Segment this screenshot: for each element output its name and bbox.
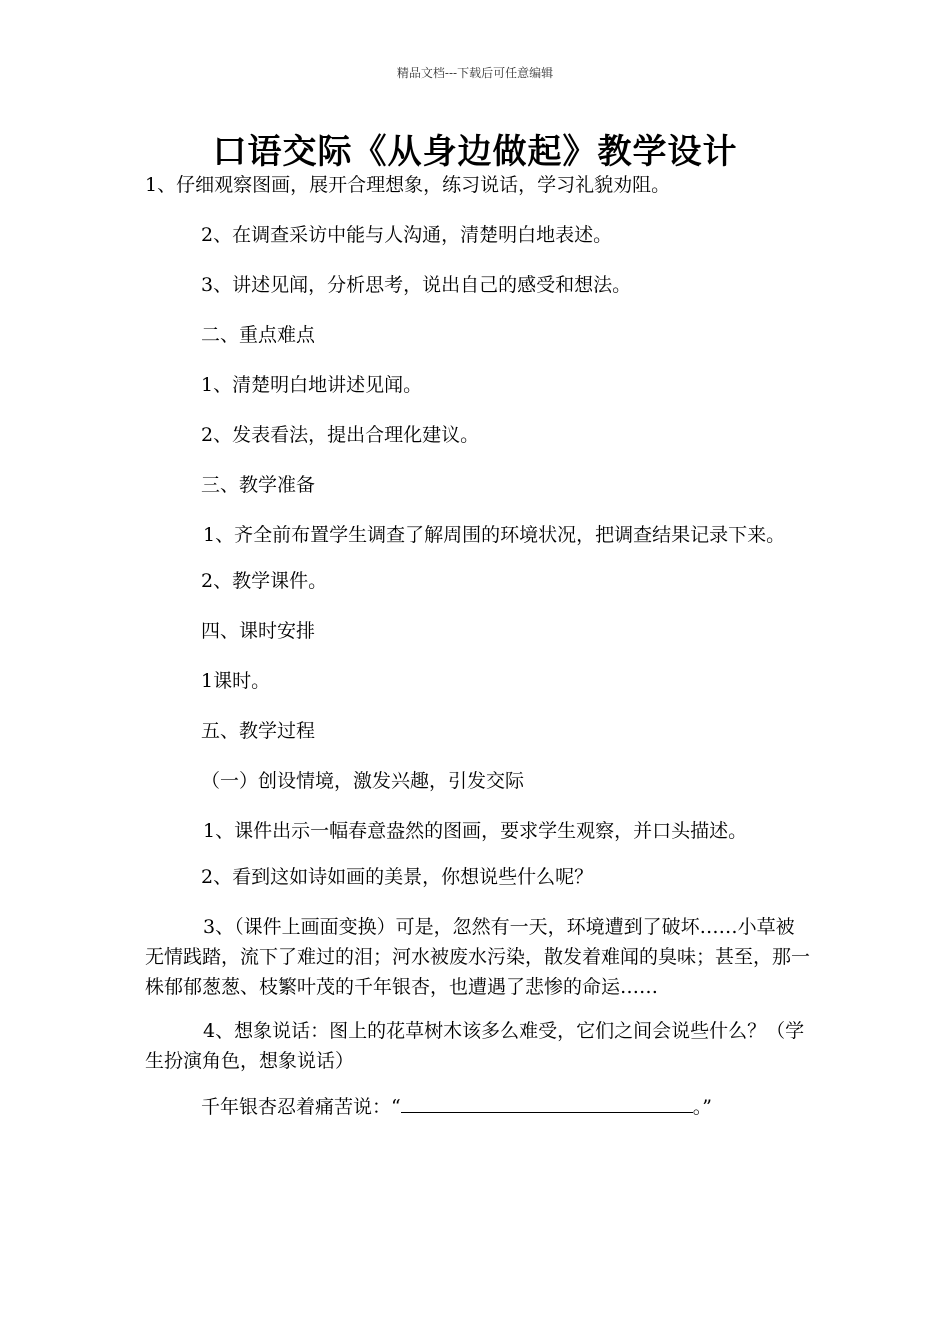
paragraph: 2、教学课件。 [201,570,328,592]
paragraph: 3、（课件上画面变换）可是，忽然有一天，环境遭到了破坏……小草被无情践踏，流下了难过的泪；河水被废水污染，散发着难闻的臭味；甚至，那一株郁郁葱葱、枝繁叶茂的千年银杏，也遭遇了悲惨的命运…… [145,916,811,998]
paragraph: 1、课件出示一幅春意盎然的图画，要求学生观察，并口头描述。 [203,820,748,842]
paragraph: 2、在调查采访中能与人沟通，清楚明白地表述。 [201,224,613,246]
paragraph: 1、清楚明白地讲述见闻。 [201,374,423,396]
document-title: 口语交际《从身边做起》教学设计 [212,132,738,172]
fill-in-suffix: 。” [692,1096,712,1118]
document-body [145,170,810,1142]
paragraph: 2、发表看法，提出合理化建议。 [201,424,480,446]
paragraph: 4、想象说话：图上的花草树木该多么难受，它们之间会说些什么？（学生扮演角色，想象说话） [145,1020,805,1072]
answer-blank [401,1096,693,1113]
section-heading: 五、教学过程 [201,720,316,742]
section-heading: 四、课时安排 [201,620,316,642]
paragraph: 1、齐全前布置学生调查了解周围的环境状况，把调查结果记录下来。 [203,524,786,546]
paragraph: 2、看到这如诗如画的美景，你想说些什么呢？ [201,866,594,888]
page-header: 精品文档---下载后可任意编辑 [396,66,554,80]
paragraph: 1、仔细观察图画，展开合理想象，练习说话，学习礼貌劝阻。 [145,174,671,196]
fill-in-prefix: 千年银杏忍着痛苦说：“ [201,1096,401,1118]
paragraph: 1课时。 [201,670,271,692]
sub-heading: （一）创设情境，激发兴趣，引发交际 [201,770,525,792]
fill-in-line [145,1092,810,1122]
section-heading: 二、重点难点 [201,324,316,346]
section-heading: 三、教学准备 [201,474,316,496]
paragraph: 3、讲述见闻，分析思考，说出自己的感受和想法。 [201,274,632,296]
